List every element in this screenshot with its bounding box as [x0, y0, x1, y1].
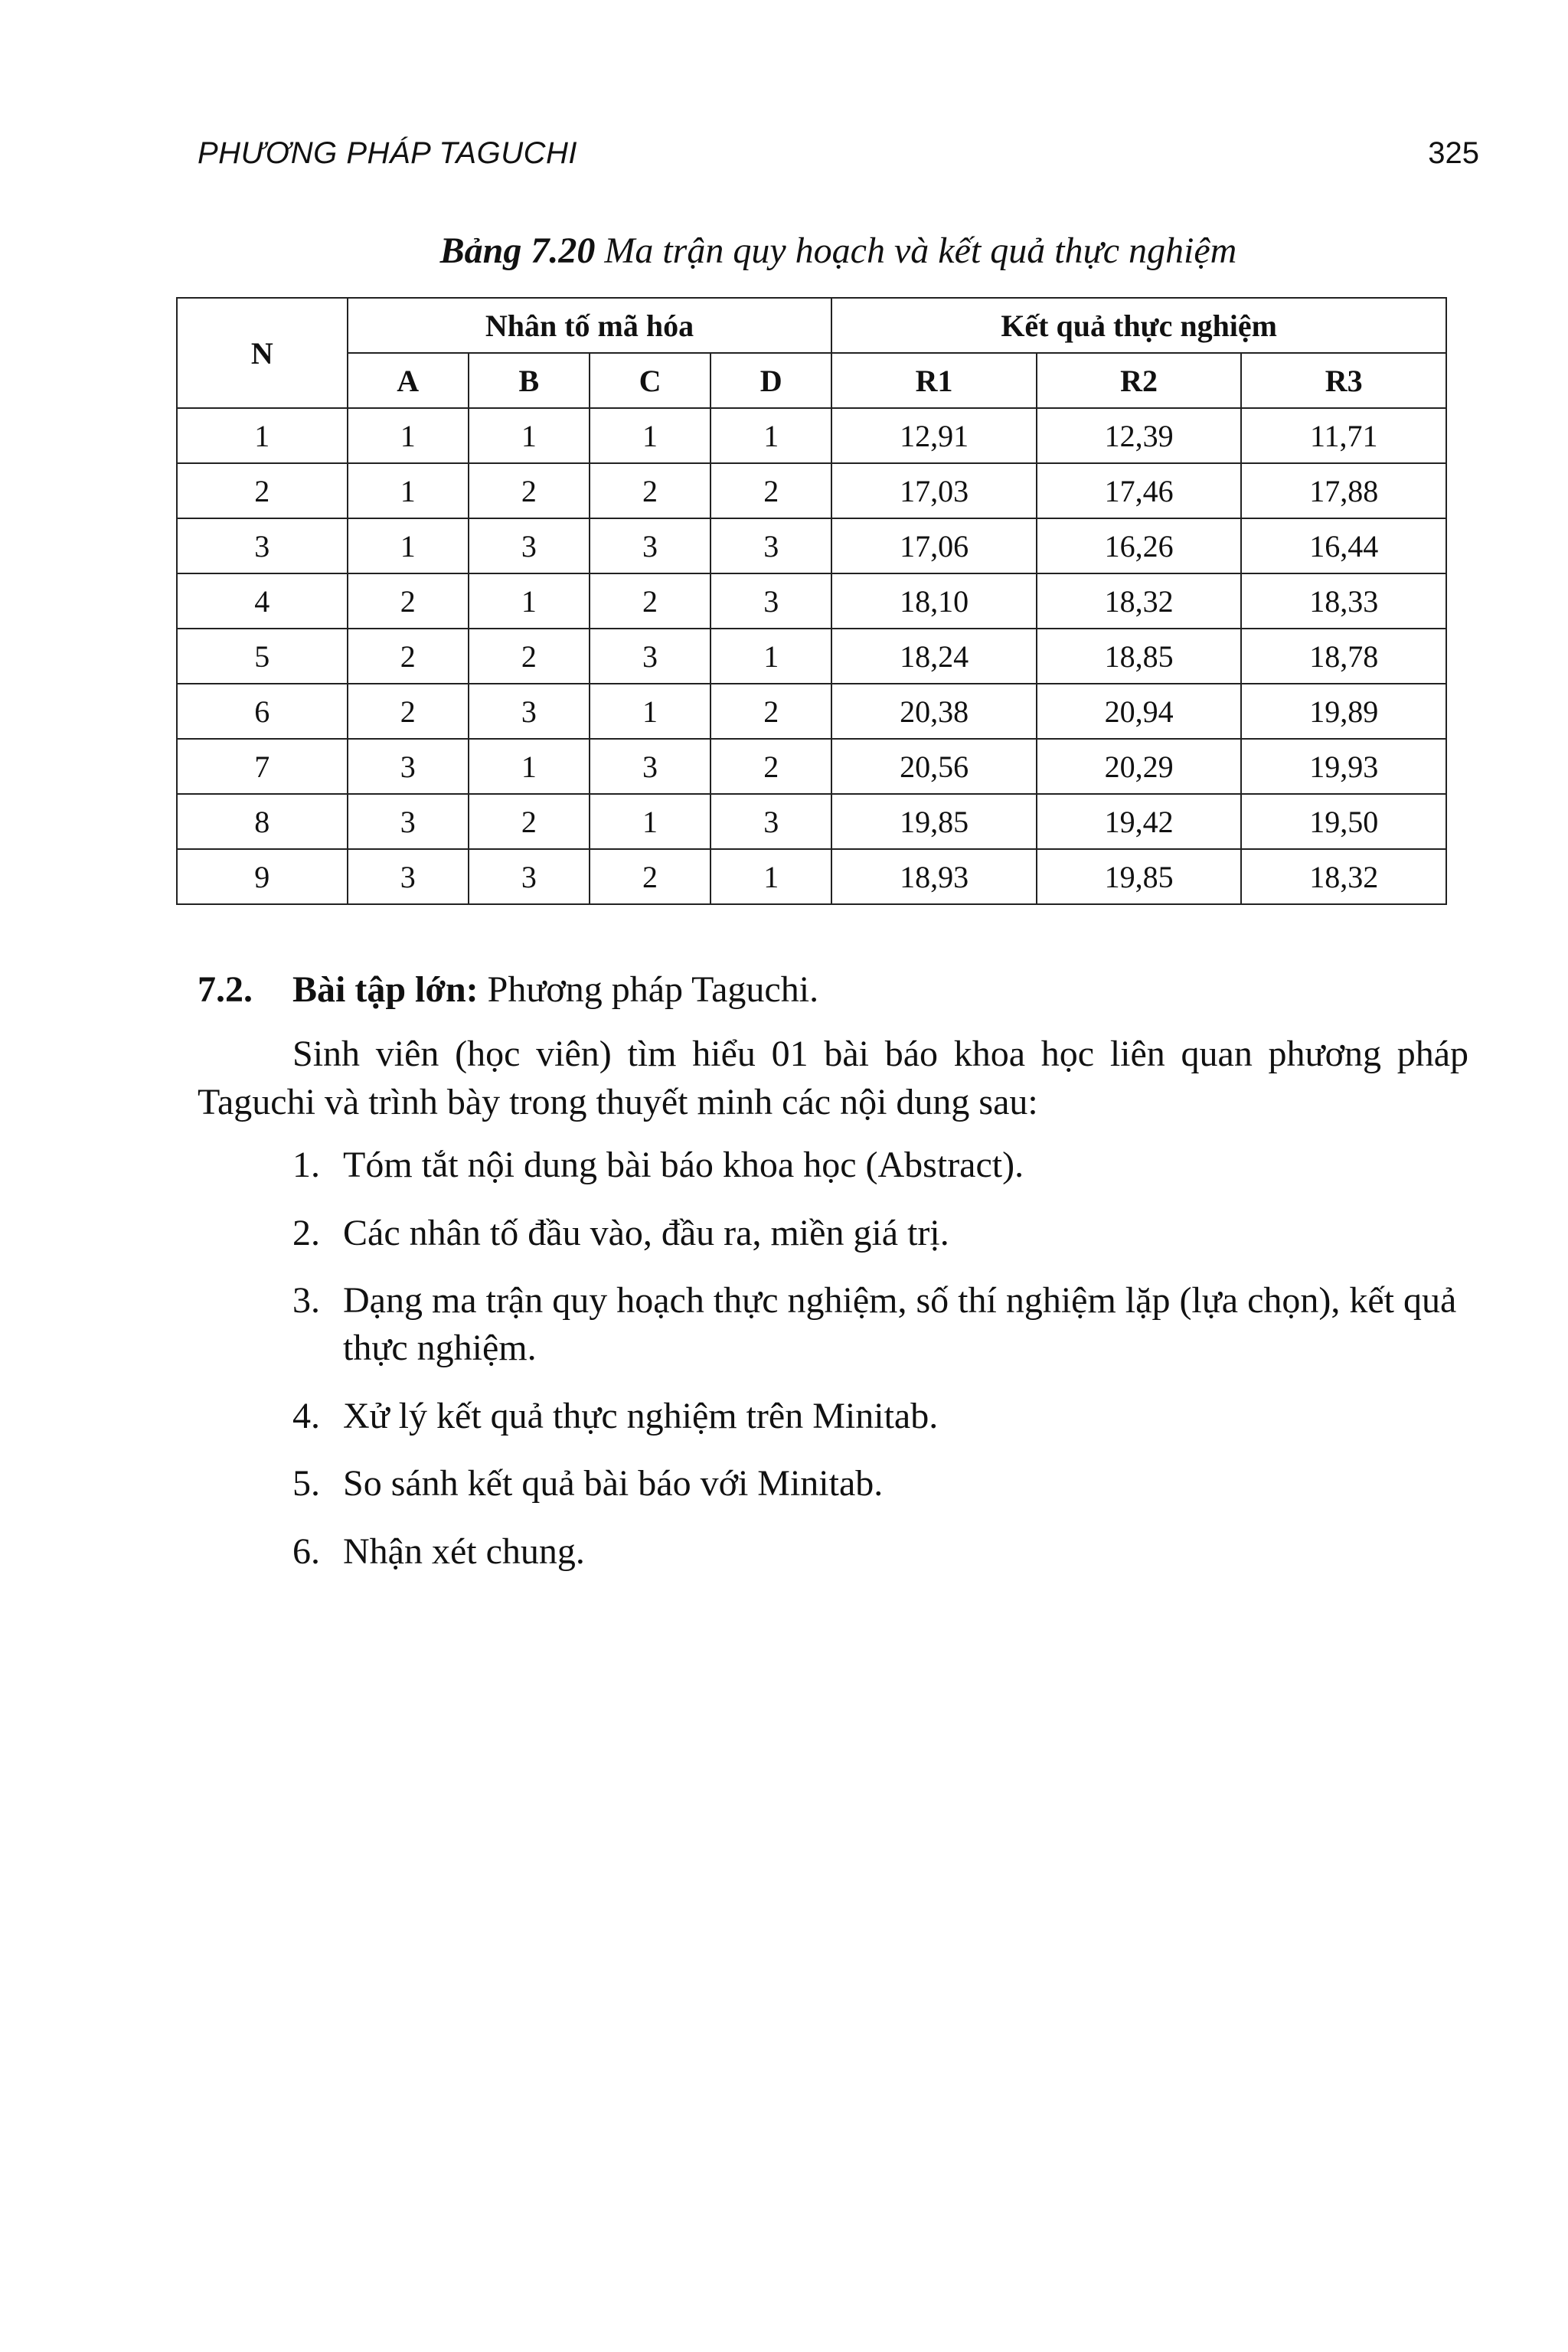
header-result-r1: R1: [831, 353, 1037, 408]
header-factor-c: C: [590, 353, 710, 408]
table-cell: 3: [348, 849, 469, 904]
list-item-number: 4.: [292, 1395, 320, 1436]
section-number: 7.2.: [198, 969, 253, 1010]
table-cell: 1: [590, 794, 710, 849]
header-factor-d: D: [710, 353, 831, 408]
table-cell: 1: [710, 849, 831, 904]
list-item: [198, 1210, 1468, 1257]
table-cell: 20,29: [1037, 739, 1242, 794]
table-cell: 2: [469, 794, 590, 849]
table-row: [177, 518, 1446, 573]
table-cell: 16,26: [1037, 518, 1242, 573]
list-item-number: 3.: [292, 1279, 320, 1321]
header-factor-b: B: [469, 353, 590, 408]
table-cell: 20,56: [831, 739, 1037, 794]
table-cell: 12,39: [1037, 408, 1242, 463]
list-item-text: Các nhân tố đầu vào, đầu ra, miền giá trị.: [343, 1212, 949, 1253]
section-title: Phương pháp Taguchi.: [478, 969, 819, 1010]
header-factor-a: A: [348, 353, 469, 408]
table-cell: 3: [469, 849, 590, 904]
table-cell: 18,85: [1037, 629, 1242, 684]
list-item-number: 2.: [292, 1212, 320, 1253]
section-intro: Sinh viên (học viên) tìm hiểu 01 bài báo khoa học liên quan phương pháp Taguchi và trình bày trong thuyết minh các nội dung sau:: [198, 1034, 1468, 1122]
list-item: [198, 1460, 1468, 1508]
table-cell: 5: [177, 629, 348, 684]
list-item: [198, 1142, 1468, 1189]
table-header-row-2: [177, 353, 1446, 408]
task-list: [198, 1142, 1468, 1576]
table-cell: 3: [590, 739, 710, 794]
table-row: [177, 794, 1446, 849]
table-cell: 1: [469, 573, 590, 629]
table-cell: 19,93: [1241, 739, 1446, 794]
table-cell: 1: [710, 408, 831, 463]
table-cell: 20,38: [831, 684, 1037, 739]
table-cell: 3: [177, 518, 348, 573]
header-experiment-results: Kết quả thực nghiệm: [831, 298, 1446, 353]
table-cell: 2: [177, 463, 348, 518]
table-cell: 2: [590, 463, 710, 518]
table-row: [177, 408, 1446, 463]
table-cell: 3: [348, 739, 469, 794]
table-cell: 18,33: [1241, 573, 1446, 629]
list-item-text: Tóm tắt nội dung bài báo khoa học (Abstract).: [343, 1145, 1024, 1186]
table-header-row-1: [177, 298, 1446, 353]
table-cell: 19,50: [1241, 794, 1446, 849]
table-cell: 18,93: [831, 849, 1037, 904]
table-cell: 3: [710, 518, 831, 573]
table-cell: 1: [710, 629, 831, 684]
table-cell: 16,44: [1241, 518, 1446, 573]
table-cell: 7: [177, 739, 348, 794]
list-item-text: Xử lý kết quả thực nghiệm trên Minitab.: [343, 1395, 939, 1436]
list-item: [198, 1277, 1468, 1373]
table-cell: 2: [348, 629, 469, 684]
list-item-text: So sánh kết quả bài báo với Minitab.: [343, 1463, 884, 1504]
list-item: [198, 1393, 1468, 1440]
list-item-number: 1.: [292, 1145, 320, 1186]
table-cell: 18,10: [831, 573, 1037, 629]
table-cell: 2: [590, 573, 710, 629]
table-cell: 3: [348, 794, 469, 849]
table-cell: 1: [348, 463, 469, 518]
table-cell: 20,94: [1037, 684, 1242, 739]
table-cell: 2: [348, 684, 469, 739]
table-body: [177, 408, 1446, 904]
list-item-number: 6.: [292, 1530, 320, 1572]
running-header: [198, 136, 1479, 182]
table-cell: 8: [177, 794, 348, 849]
table-cell: 19,85: [1037, 849, 1242, 904]
table-row: [177, 463, 1446, 518]
table-cell: 2: [710, 463, 831, 518]
table-cell: 2: [710, 684, 831, 739]
table-row: [177, 573, 1446, 629]
table-cell: 17,03: [831, 463, 1037, 518]
header-result-r3: R3: [1241, 353, 1446, 408]
section-content: [198, 966, 1468, 1596]
table-cell: 9: [177, 849, 348, 904]
table-row: [177, 629, 1446, 684]
list-item-text: Dạng ma trận quy hoạch thực nghiệm, số thí nghiệm lặp (lựa chọn), kết quả thực nghiệm.: [343, 1279, 1457, 1369]
table-cell: 19,85: [831, 794, 1037, 849]
section-label: Bài tập lớn:: [292, 969, 479, 1010]
table-cell: 1: [590, 408, 710, 463]
table-cell: 1: [590, 684, 710, 739]
table-cell: 12,91: [831, 408, 1037, 463]
section-heading: [198, 966, 1468, 1014]
header-n: N: [177, 298, 348, 408]
experiment-results-table: [176, 297, 1447, 905]
table-cell: 1: [348, 408, 469, 463]
table-cell: 2: [469, 463, 590, 518]
list-item-text: Nhận xét chung.: [343, 1530, 585, 1572]
table-cell: 17,88: [1241, 463, 1446, 518]
table-cell: 18,32: [1241, 849, 1446, 904]
header-coded-factors: Nhân tố mã hóa: [348, 298, 832, 353]
table-cell: 1: [348, 518, 469, 573]
list-item-number: 5.: [292, 1463, 320, 1504]
table-cell: 2: [469, 629, 590, 684]
table-cell: 3: [590, 518, 710, 573]
table-cell: 19,89: [1241, 684, 1446, 739]
table-cell: 1: [469, 739, 590, 794]
table-cell: 17,46: [1037, 463, 1242, 518]
table-cell: 2: [590, 849, 710, 904]
table-cell: 6: [177, 684, 348, 739]
table-caption-text: Ma trận quy hoạch và kết quả thực nghiệm: [595, 230, 1237, 271]
table-cell: 18,24: [831, 629, 1037, 684]
table-cell: 4: [177, 573, 348, 629]
table-cell: 18,78: [1241, 629, 1446, 684]
table-cell: 18,32: [1037, 573, 1242, 629]
table-cell: 1: [469, 408, 590, 463]
table-caption: [198, 230, 1479, 272]
table-cell: 3: [469, 518, 590, 573]
table-row: [177, 684, 1446, 739]
table-cell: 19,42: [1037, 794, 1242, 849]
header-result-r2: R2: [1037, 353, 1242, 408]
table-cell: 3: [710, 573, 831, 629]
table-cell: 11,71: [1241, 408, 1446, 463]
table-row: [177, 739, 1446, 794]
table-cell: 17,06: [831, 518, 1037, 573]
table-cell: 1: [177, 408, 348, 463]
table-row: [177, 849, 1446, 904]
list-item: [198, 1528, 1468, 1576]
table-cell: 3: [469, 684, 590, 739]
table-caption-label: Bảng 7.20: [439, 230, 596, 271]
table-cell: 2: [348, 573, 469, 629]
table-cell: 3: [710, 794, 831, 849]
running-header-title: PHƯƠNG PHÁP TAGUCHI: [198, 136, 577, 170]
page-number: 325: [1428, 136, 1479, 170]
table-cell: 3: [590, 629, 710, 684]
table-cell: 2: [710, 739, 831, 794]
